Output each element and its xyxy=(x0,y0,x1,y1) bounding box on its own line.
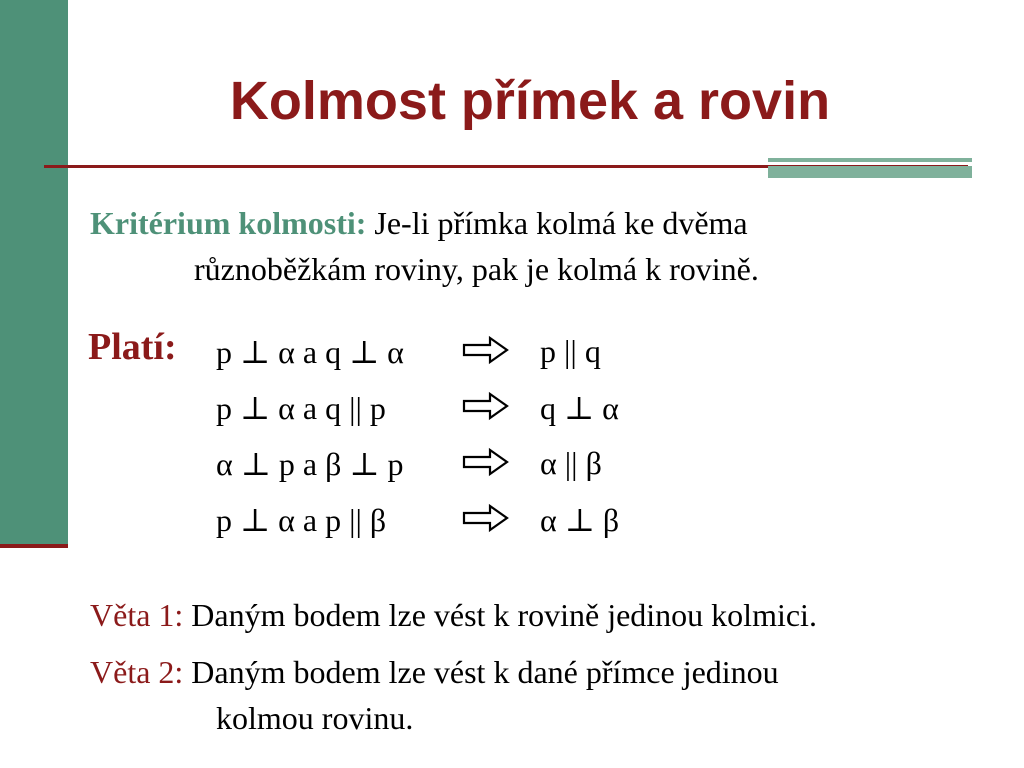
accent-rule-thin xyxy=(768,158,972,162)
theorem-2 xyxy=(90,649,1010,741)
theorem-text: Daným bodem lze vést k rovině jedinou kolmici. xyxy=(191,597,817,633)
right-arrow-outline-icon xyxy=(462,335,510,373)
theorem-1 xyxy=(90,592,1010,638)
right-arrow-outline-icon xyxy=(462,391,510,429)
right-arrow-outline-icon xyxy=(462,447,510,485)
rule-condition: α ⊥ p a β ⊥ p xyxy=(216,446,404,482)
slide-title: Kolmost přímek a rovin xyxy=(229,71,831,131)
rule-result: α || β xyxy=(540,445,602,481)
rule-condition: p ⊥ α a q ⊥ α xyxy=(216,334,404,370)
right-arrow-outline-icon xyxy=(462,503,510,541)
rule-result: q ⊥ α xyxy=(540,390,619,426)
criterion-label: Kritérium kolmosti: xyxy=(90,205,367,241)
rule-condition: p ⊥ α a q || p xyxy=(216,390,386,426)
theorem-text: Daným bodem lze vést k dané přímce jedinou xyxy=(191,654,779,690)
rule-result: p || q xyxy=(540,333,601,369)
criterion-text-line2: různoběžkám roviny, pak je kolmá k rovině. xyxy=(194,251,759,287)
rule-condition: p ⊥ α a p || β xyxy=(216,502,387,538)
rule-result: α ⊥ β xyxy=(540,502,620,538)
criterion-paragraph xyxy=(90,200,990,292)
theorem-text-continued: kolmou rovinu. xyxy=(216,700,414,736)
criterion-text-line1: Je-li přímka kolmá ke dvěma xyxy=(374,205,748,241)
accent-rule-thick xyxy=(768,166,972,178)
sidebar-bottom-rule xyxy=(0,544,68,548)
theorem-label: Věta 1: xyxy=(90,597,184,633)
theorem-label: Věta 2: xyxy=(90,654,184,690)
accent-rules xyxy=(768,158,972,178)
plati-label: Platí: xyxy=(88,326,177,368)
